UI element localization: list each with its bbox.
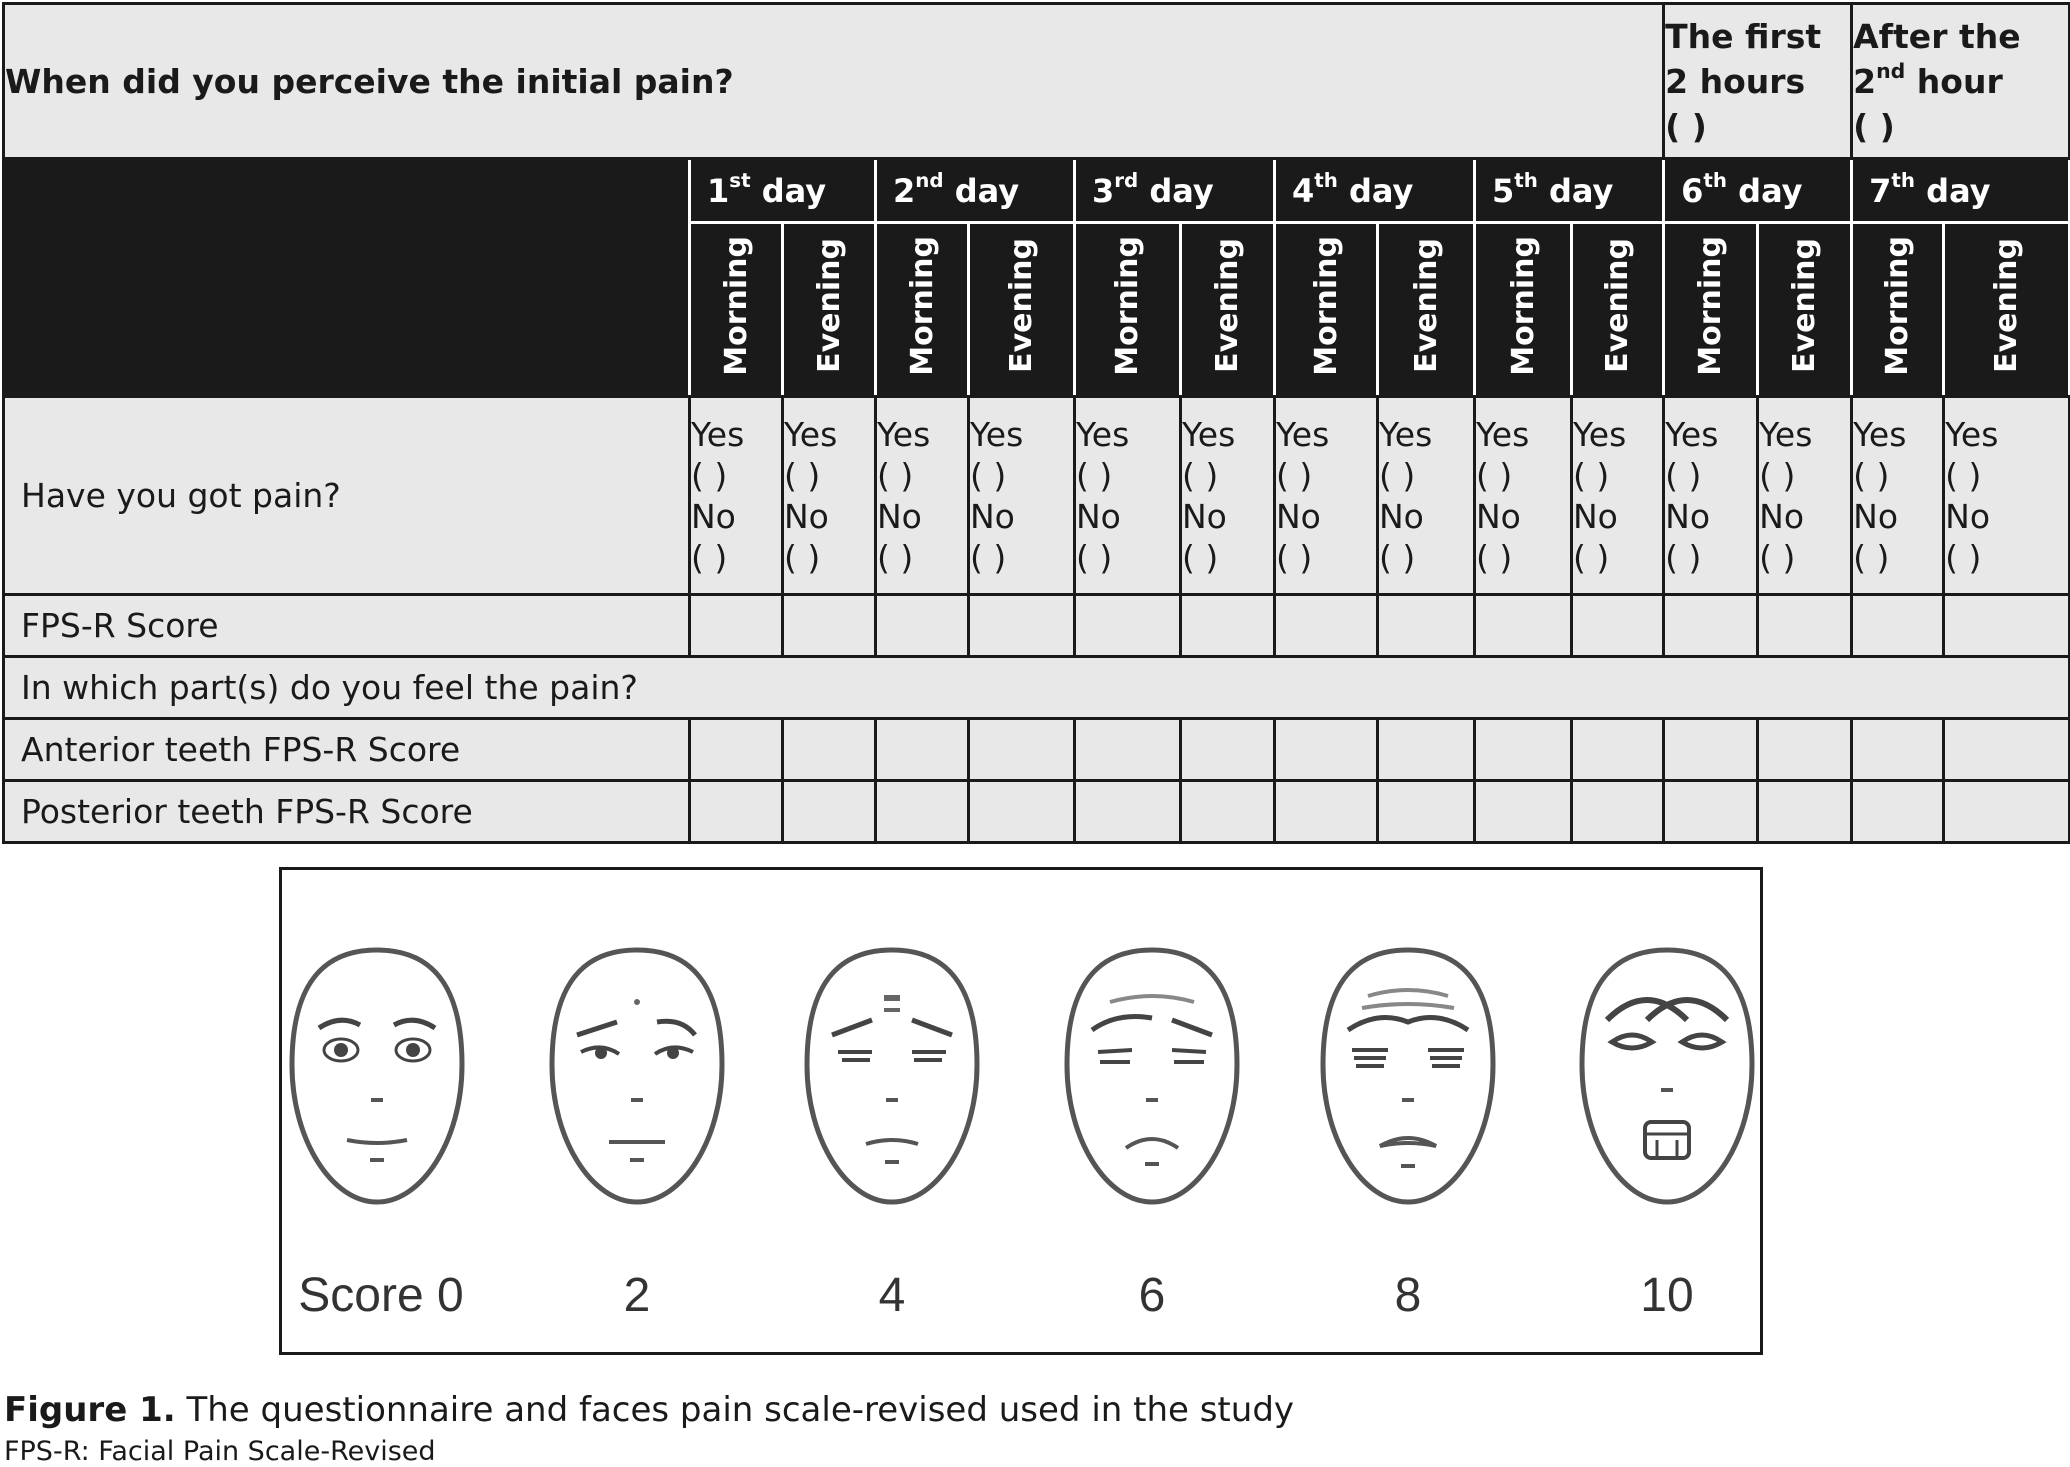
score-cell[interactable] <box>1944 595 2070 657</box>
score-cell[interactable] <box>1378 595 1475 657</box>
evening-header: Evening <box>969 223 1075 397</box>
morning-header: Morning <box>1852 223 1944 397</box>
score-cell[interactable] <box>1944 781 2070 843</box>
evening-header: Evening <box>1758 223 1852 397</box>
score-cell[interactable] <box>1075 781 1181 843</box>
day-header-row <box>4 159 2070 223</box>
score-cell[interactable] <box>1378 781 1475 843</box>
questionnaire-table <box>2 2 2070 844</box>
score-cell[interactable] <box>1181 595 1275 657</box>
morning-header: Morning <box>690 223 783 397</box>
face-score-10 <box>1582 950 1752 1202</box>
day-header: 5th day <box>1475 159 1664 223</box>
score-cell[interactable] <box>876 595 969 657</box>
pain-question: Have you got pain? <box>4 397 690 595</box>
yes-no-cell[interactable]: Yes ( ) No ( ) <box>1852 397 1944 595</box>
face-score-2 <box>552 950 722 1202</box>
evening-header: Evening <box>1944 223 2070 397</box>
yes-no-cell[interactable]: Yes ( ) No ( ) <box>783 397 876 595</box>
header-blank-cell <box>4 159 690 397</box>
yes-no-cell[interactable]: Yes ( ) No ( ) <box>1378 397 1475 595</box>
score-cell[interactable] <box>876 719 969 781</box>
score-cell[interactable] <box>690 595 783 657</box>
score-cell[interactable] <box>1758 781 1852 843</box>
score-cell[interactable] <box>1075 595 1181 657</box>
score-cell[interactable] <box>1475 719 1572 781</box>
score-cell[interactable] <box>690 719 783 781</box>
score-cell[interactable] <box>690 781 783 843</box>
morning-header: Morning <box>1275 223 1378 397</box>
phase-first-2-hours[interactable]: The first 2 hours ( ) <box>1664 4 1852 159</box>
score-cell[interactable] <box>1664 595 1758 657</box>
yes-no-cell[interactable]: Yes ( ) No ( ) <box>1758 397 1852 595</box>
score-cell[interactable] <box>1664 781 1758 843</box>
score-label: 6 <box>1138 1269 1166 1322</box>
initial-pain-question: When did you perceive the initial pain? <box>4 4 1664 159</box>
yes-no-cell[interactable]: Yes ( ) No ( ) <box>969 397 1075 595</box>
face-score-4 <box>807 950 977 1202</box>
score-cell[interactable] <box>1475 781 1572 843</box>
score-cell[interactable] <box>1181 719 1275 781</box>
day-header: 3rd day <box>1075 159 1275 223</box>
yes-no-cell[interactable]: Yes ( ) No ( ) <box>1944 397 2070 595</box>
yes-no-cell[interactable]: Yes ( ) No ( ) <box>1275 397 1378 595</box>
day-header: 7th day <box>1852 159 2070 223</box>
score-cell[interactable] <box>783 595 876 657</box>
day-header: 6th day <box>1664 159 1852 223</box>
face-score-0 <box>292 950 462 1202</box>
score-label: 8 <box>1394 1269 1422 1322</box>
posterior-score-label: Posterior teeth FPS-R Score <box>4 781 690 843</box>
score-label: 4 <box>878 1269 906 1322</box>
morning-header: Morning <box>1075 223 1181 397</box>
faces-drawing <box>282 870 1760 1352</box>
score-cell[interactable] <box>1852 595 1944 657</box>
score-cell[interactable] <box>1075 719 1181 781</box>
score-cell[interactable] <box>1275 595 1378 657</box>
face-score-8 <box>1323 950 1493 1202</box>
score-cell[interactable] <box>1572 719 1664 781</box>
score-cell[interactable] <box>1852 781 1944 843</box>
evening-header: Evening <box>1378 223 1475 397</box>
score-label: 2 <box>623 1269 651 1322</box>
score-cell[interactable] <box>876 781 969 843</box>
posterior-score-row <box>4 781 2070 843</box>
score-cell[interactable] <box>1275 719 1378 781</box>
score-cell[interactable] <box>1758 719 1852 781</box>
morning-header: Morning <box>1475 223 1572 397</box>
score-cell[interactable] <box>969 719 1075 781</box>
yes-no-cell[interactable]: Yes ( ) No ( ) <box>876 397 969 595</box>
fps-score-label: FPS-R Score <box>4 595 690 657</box>
abbreviation-note: FPS-R: Facial Pain Scale-Revised <box>4 1436 436 1467</box>
yes-no-cell[interactable]: Yes ( ) No ( ) <box>1181 397 1275 595</box>
yes-no-cell[interactable]: Yes ( ) No ( ) <box>1075 397 1181 595</box>
day-header: 4th day <box>1275 159 1475 223</box>
score-cell[interactable] <box>1181 781 1275 843</box>
score-cell[interactable] <box>1664 719 1758 781</box>
face-score-6 <box>1067 950 1237 1202</box>
score-cell[interactable] <box>783 781 876 843</box>
score-cell[interactable] <box>1378 719 1475 781</box>
score-cell[interactable] <box>1758 595 1852 657</box>
yes-no-cell[interactable]: Yes ( ) No ( ) <box>1572 397 1664 595</box>
day-header: 1st day <box>690 159 876 223</box>
yes-no-cell[interactable]: Yes ( ) No ( ) <box>690 397 783 595</box>
faces-pain-scale <box>279 867 1763 1355</box>
score-cell[interactable] <box>969 595 1075 657</box>
initial-pain-row <box>4 4 2070 159</box>
anterior-score-row <box>4 719 2070 781</box>
pain-part-question: In which part(s) do you feel the pain? <box>4 657 2070 719</box>
score-label: 10 <box>1640 1269 1694 1322</box>
score-cell[interactable] <box>969 781 1075 843</box>
morning-header: Morning <box>1664 223 1758 397</box>
score-label: Score 0 <box>298 1269 464 1322</box>
fps-score-row <box>4 595 2070 657</box>
score-cell[interactable] <box>1275 781 1378 843</box>
score-cell[interactable] <box>1944 719 2070 781</box>
day-header: 2nd day <box>876 159 1075 223</box>
pain-part-row <box>4 657 2070 719</box>
yes-no-cell[interactable]: Yes ( ) No ( ) <box>1475 397 1572 595</box>
morning-header: Morning <box>876 223 969 397</box>
score-cell[interactable] <box>1572 781 1664 843</box>
evening-header: Evening <box>1572 223 1664 397</box>
score-cell[interactable] <box>1572 595 1664 657</box>
score-cell[interactable] <box>783 719 876 781</box>
phase-after-2nd-hour[interactable]: After the 2nd hour ( ) <box>1852 4 2070 159</box>
pain-row <box>4 397 2070 595</box>
score-cell[interactable] <box>1475 595 1572 657</box>
score-cell[interactable] <box>1852 719 1944 781</box>
figure-caption: Figure 1. The questionnaire and faces pain scale-revised used in the study <box>4 1390 1295 1430</box>
yes-no-cell[interactable]: Yes ( ) No ( ) <box>1664 397 1758 595</box>
anterior-score-label: Anterior teeth FPS-R Score <box>4 719 690 781</box>
evening-header: Evening <box>1181 223 1275 397</box>
evening-header: Evening <box>783 223 876 397</box>
